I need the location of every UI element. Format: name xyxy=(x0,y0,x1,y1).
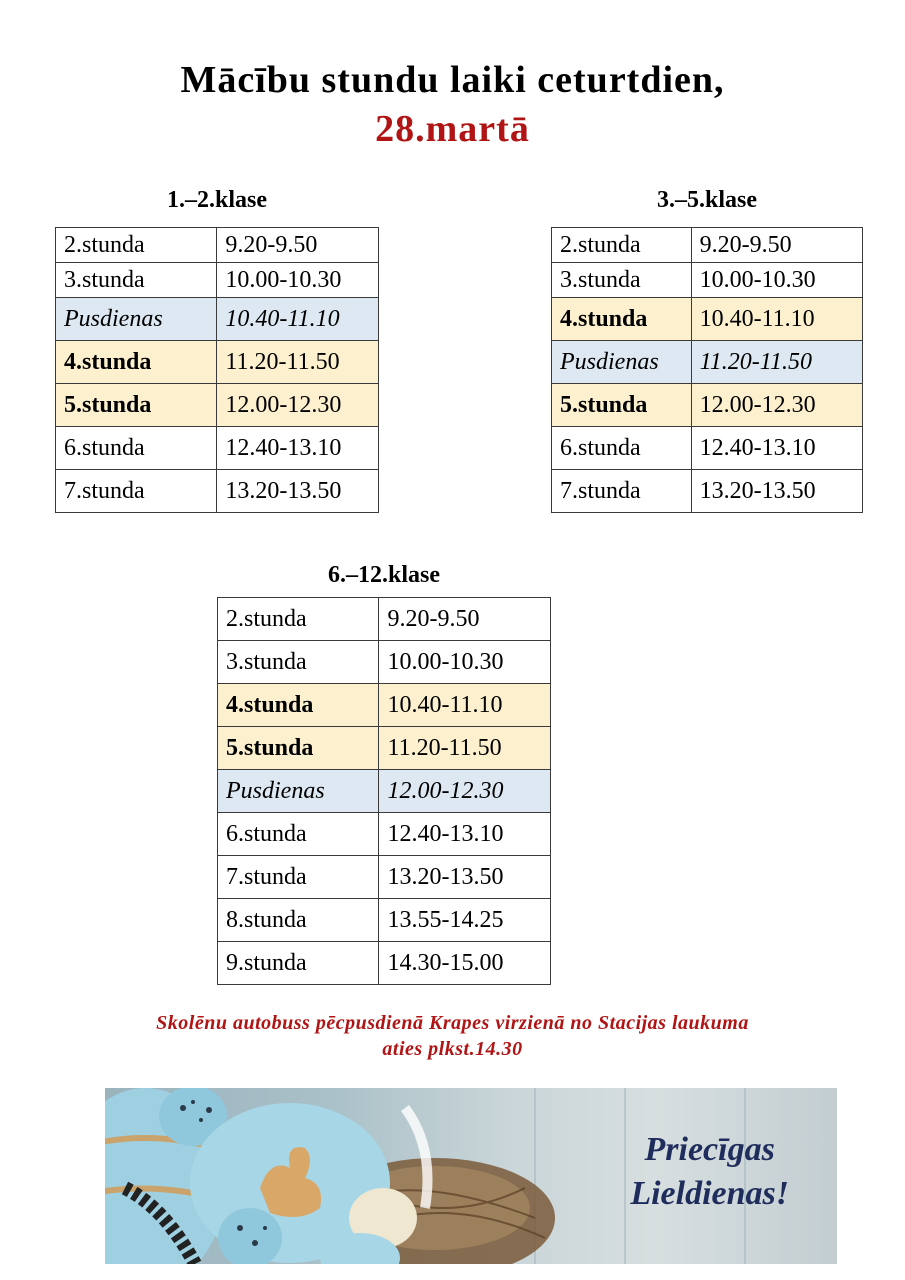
lesson-time: 10.00-10.30 xyxy=(217,263,379,298)
lesson-name: 6.stunda xyxy=(218,813,379,856)
lesson-name: 3.stunda xyxy=(218,641,379,684)
schedule-row xyxy=(56,263,379,298)
schedule-row xyxy=(552,470,863,513)
lesson-name: 2.stunda xyxy=(552,228,692,263)
bus-notice-line-2: aties plkst.14.30 xyxy=(382,1038,523,1060)
schedule-row xyxy=(56,228,379,263)
schedule-row xyxy=(218,770,551,813)
easter-banner xyxy=(105,1088,837,1264)
lesson-name: 5.stunda xyxy=(218,727,379,770)
lesson-name: Pusdienas xyxy=(218,770,379,813)
lesson-name: 3.stunda xyxy=(56,263,217,298)
lesson-time: 10.40-11.10 xyxy=(217,298,379,341)
schedule-row xyxy=(218,598,551,641)
lesson-name: 2.stunda xyxy=(218,598,379,641)
schedule-table-3-5 xyxy=(551,227,863,513)
lesson-time: 10.00-10.30 xyxy=(379,641,551,684)
easter-greeting xyxy=(630,1128,789,1216)
schedule-row xyxy=(218,727,551,770)
lesson-time: 14.30-15.00 xyxy=(379,942,551,985)
lesson-name: 7.stunda xyxy=(56,470,217,513)
schedule-row xyxy=(56,384,379,427)
bus-notice xyxy=(40,1010,865,1062)
schedule-row xyxy=(552,384,863,427)
schedule-row xyxy=(552,263,863,298)
lesson-time: 12.00-12.30 xyxy=(379,770,551,813)
schedule-row xyxy=(56,470,379,513)
schedule-title-6-12: 6.–12.klase xyxy=(327,562,440,588)
lesson-name: Pusdienas xyxy=(56,298,217,341)
lesson-time: 9.20-9.50 xyxy=(691,228,862,263)
schedule-row xyxy=(218,942,551,985)
lesson-name: Pusdienas xyxy=(552,341,692,384)
lesson-time: 10.00-10.30 xyxy=(691,263,862,298)
lesson-name: 5.stunda xyxy=(552,384,692,427)
schedule-row xyxy=(218,856,551,899)
bus-notice-line-1: Skolēnu autobuss pēcpusdienā Krapes virzienā no Stacijas laukuma xyxy=(156,1012,749,1034)
schedule-row xyxy=(56,341,379,384)
schedule-title-3-5: 3.–5.klase xyxy=(656,187,757,213)
lesson-time: 11.20-11.50 xyxy=(217,341,379,384)
lesson-time: 12.40-13.10 xyxy=(379,813,551,856)
schedule-row xyxy=(56,427,379,470)
schedule-row xyxy=(552,341,863,384)
lesson-time: 13.20-13.50 xyxy=(217,470,379,513)
lesson-time: 12.00-12.30 xyxy=(691,384,862,427)
lesson-time: 11.20-11.50 xyxy=(691,341,862,384)
lesson-name: 6.stunda xyxy=(552,427,692,470)
lesson-name: 8.stunda xyxy=(218,899,379,942)
schedule-title-1-2: 1.–2.klase xyxy=(166,187,267,213)
schedule-row xyxy=(552,298,863,341)
lesson-time: 11.20-11.50 xyxy=(379,727,551,770)
schedule-row xyxy=(56,298,379,341)
lesson-name: 3.stunda xyxy=(552,263,692,298)
lesson-time: 12.40-13.10 xyxy=(217,427,379,470)
schedule-row xyxy=(552,427,863,470)
lesson-time: 9.20-9.50 xyxy=(379,598,551,641)
lesson-name: 7.stunda xyxy=(218,856,379,899)
schedule-row xyxy=(552,228,863,263)
schedule-row xyxy=(218,899,551,942)
lesson-name: 4.stunda xyxy=(218,684,379,727)
greeting-line-1: Priecīgas xyxy=(644,1131,775,1168)
lesson-time: 9.20-9.50 xyxy=(217,228,379,263)
lesson-name: 6.stunda xyxy=(56,427,217,470)
schedule-table-1-2 xyxy=(55,227,379,513)
lesson-name: 5.stunda xyxy=(56,384,217,427)
page-date: 28.martā xyxy=(375,108,530,150)
page-title: Mācību stundu laiki ceturtdien, xyxy=(180,59,725,101)
schedule-table-6-12 xyxy=(217,597,551,985)
lesson-name: 4.stunda xyxy=(56,341,217,384)
lesson-time: 13.55-14.25 xyxy=(379,899,551,942)
lesson-time: 12.00-12.30 xyxy=(217,384,379,427)
lesson-time: 10.40-11.10 xyxy=(379,684,551,727)
lesson-time: 12.40-13.10 xyxy=(691,427,862,470)
lesson-time: 13.20-13.50 xyxy=(379,856,551,899)
lesson-name: 4.stunda xyxy=(552,298,692,341)
schedule-row xyxy=(218,813,551,856)
lesson-time: 13.20-13.50 xyxy=(691,470,862,513)
lesson-name: 7.stunda xyxy=(552,470,692,513)
lesson-name: 9.stunda xyxy=(218,942,379,985)
schedule-row xyxy=(218,684,551,727)
lesson-name: 2.stunda xyxy=(56,228,217,263)
schedule-row xyxy=(218,641,551,684)
lesson-time: 10.40-11.10 xyxy=(691,298,862,341)
greeting-line-2: Lieldienas! xyxy=(630,1175,789,1212)
